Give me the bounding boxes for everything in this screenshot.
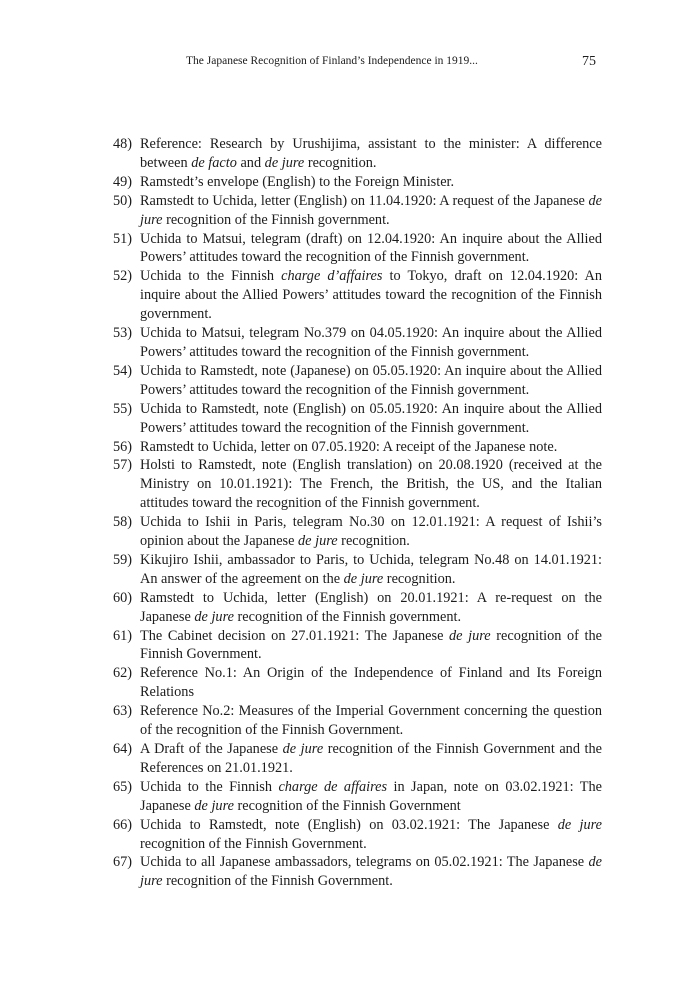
text-segment: The Cabinet decision on 27.01.1921: The Japanese (140, 627, 450, 644)
endnote-text (140, 513, 602, 551)
text-segment: recognition of the Finnish Government (233, 797, 461, 814)
text-segment: Uchida to Ishii in Paris, telegram No.30 on 12.01.1921: A request of Ishii’s opinion about the Japanese (140, 514, 602, 550)
endnote-item (113, 456, 602, 513)
endnote-item (113, 589, 602, 627)
endnote-number: 50) (113, 192, 133, 209)
endnote-number: 48) (113, 136, 133, 152)
endnote-text (140, 589, 602, 627)
endnote-item (113, 551, 602, 589)
text-segment: Uchida to Ramstedt, note (Japanese) on 05.05.1920: An inquire about the Allied Powers’ attitudes toward the recognition of the Finnish government. (140, 362, 602, 398)
endnote-item (113, 438, 602, 457)
text-segment: Kikujiro Ishii, ambassador to Paris, to Uchida, telegram No.48 on 14.01.1921: An answer of the agreement on the (140, 551, 602, 587)
text-segment: recognition of the Finnish government. (162, 211, 390, 228)
endnote-number: 65) (113, 778, 133, 795)
italic-term: de jure (140, 192, 602, 228)
endnote-number: 55) (113, 400, 133, 417)
text-segment: recognition of the Finnish government. (233, 608, 462, 625)
endnote-number: 64) (113, 741, 133, 757)
endnote-item (113, 192, 602, 230)
endnote-item (113, 267, 602, 324)
text-segment: A Draft of the Japanese (140, 741, 283, 757)
text-segment: recognition of the Finnish Government. (162, 873, 393, 890)
endnote-number: 61) (113, 627, 133, 644)
endnote-text (140, 192, 602, 230)
endnote-number: 66) (113, 816, 133, 833)
endnote-text (140, 135, 602, 173)
text-segment: Uchida to Matsui, telegram No.379 on 04.05.1920: An inquire about the Allied Powers’ attitudes toward the recognition of the Finnish government. (140, 325, 602, 360)
endnote-number: 53) (113, 325, 133, 342)
endnote-text (140, 438, 602, 457)
endnotes-list (113, 135, 602, 891)
endnote-text (140, 551, 602, 589)
endnote-text (140, 664, 602, 702)
endnote-item (113, 816, 602, 854)
text-segment: Uchida to Matsui, telegram (draft) on 12.04.1920: An inquire about the Allied Powers’ attitudes toward the recognition of the Finnish government. (140, 230, 602, 266)
text-segment: Ramstedt to Uchida, letter (English) on 11.04.1920: A request of the Japanese (140, 192, 589, 209)
endnote-item (113, 324, 602, 362)
endnote-text (140, 816, 602, 854)
italic-term: de jure (282, 741, 324, 757)
text-segment: Uchida to all Japanese ambassadors, telegrams on 05.02.1921: The Japanese (140, 854, 589, 871)
page-number: 75 (582, 54, 596, 69)
endnote-number: 57) (113, 457, 133, 474)
endnote-item (113, 362, 602, 400)
text-segment: Uchida to the Finnish (140, 778, 279, 795)
text-segment: Ramstedt’s envelope (English) to the Foreign Minister. (140, 173, 455, 190)
text-segment: to Tokyo, draft on 12.04.1920: An inquire about the Allied Powers’ attitudes toward the recognition of the Finnish government. (140, 268, 603, 323)
text-segment: Uchida to Ramstedt, note (English) on 03.02.1921: The Japanese (140, 816, 558, 833)
text-segment: and (236, 154, 265, 171)
italic-term: charge d’affaires (281, 268, 383, 285)
endnote-text (140, 627, 602, 665)
text-segment: Reference No.2: Measures of the Imperial Government concerning the question of the recognition of the Finnish Government. (140, 703, 602, 739)
endnote-text (140, 778, 602, 816)
text-segment: in Japan, note on 03.02.1921: The Japanese (140, 778, 603, 814)
text-segment: Reference: Research by Urushijima, assistant to the minister: A difference between (140, 136, 602, 171)
endnote-text (140, 230, 602, 268)
endnote-item (113, 702, 602, 740)
text-segment: recognition. (383, 570, 456, 587)
endnote-item (113, 400, 602, 438)
running-title: The Japanese Recognition of Finland’s Independence in 1919... (186, 55, 478, 67)
italic-term: de jure (194, 608, 234, 625)
endnote-item (113, 853, 602, 891)
endnote-number: 63) (113, 703, 133, 720)
text-segment: recognition. (337, 533, 410, 550)
italic-term: de jure (557, 816, 602, 833)
italic-term: de jure (194, 797, 234, 814)
italic-term: de jure (140, 854, 602, 890)
text-segment: Ramstedt to Uchida, letter on 07.05.1920: A receipt of the Japanese note. (140, 438, 558, 455)
endnote-item (113, 513, 602, 551)
endnote-item (113, 664, 602, 702)
endnote-number: 54) (113, 362, 133, 379)
endnote-text (140, 324, 602, 362)
endnote-number: 59) (113, 551, 133, 568)
italic-term: de jure (343, 570, 384, 587)
endnote-item (113, 740, 602, 778)
endnote-number: 62) (113, 665, 133, 682)
endnote-item (113, 135, 602, 173)
endnote-text (140, 702, 602, 740)
endnote-number: 67) (113, 854, 133, 871)
italic-term: de jure (449, 627, 491, 644)
endnote-number: 52) (113, 268, 133, 285)
endnote-item (113, 230, 602, 268)
text-segment: Uchida to the Finnish (140, 268, 282, 285)
italic-term: de jure (264, 154, 305, 171)
running-header (0, 54, 692, 72)
italic-term: charge de affaires (278, 778, 388, 795)
endnote-text (140, 456, 602, 513)
text-segment: recognition of the Finnish Government. (140, 627, 602, 663)
endnote-number: 60) (113, 589, 133, 606)
endnote-text (140, 400, 602, 438)
endnote-item (113, 173, 602, 192)
endnote-text (140, 853, 602, 891)
italic-term: de facto (191, 154, 237, 171)
endnote-number: 49) (113, 173, 133, 190)
text-segment: Reference No.1: An Origin of the Independence of Finland and Its Foreign Relations (140, 665, 602, 701)
endnote-number: 58) (113, 514, 133, 531)
text-segment: Uchida to Ramstedt, note (English) on 05.05.1920: An inquire about the Allied Powers’ attitudes toward the recognition of the Finnish government. (140, 400, 602, 436)
text-segment: recognition of the Finnish Government. (140, 835, 367, 852)
text-segment: Holsti to Ramstedt, note (English translation) on 20.08.1920 (received at the Ministry on 10.01.1921): The French, the British, the US, and the Italian attitudes toward the recognition of the Finnish government. (140, 457, 602, 512)
endnote-text (140, 362, 602, 400)
endnote-item (113, 627, 602, 665)
italic-term: de jure (298, 533, 338, 550)
endnote-text (140, 173, 602, 192)
endnote-number: 56) (113, 438, 133, 455)
text-segment: Ramstedt to Uchida, letter (English) on 20.01.1921: A re-request on the Japanese (140, 589, 602, 625)
endnote-text (140, 740, 602, 778)
endnote-item (113, 778, 602, 816)
endnote-text (140, 267, 602, 324)
endnote-number: 51) (113, 230, 133, 247)
text-segment: recognition. (304, 154, 377, 171)
text-segment: recognition of the Finnish Government and the References on 21.01.1921. (140, 741, 602, 776)
